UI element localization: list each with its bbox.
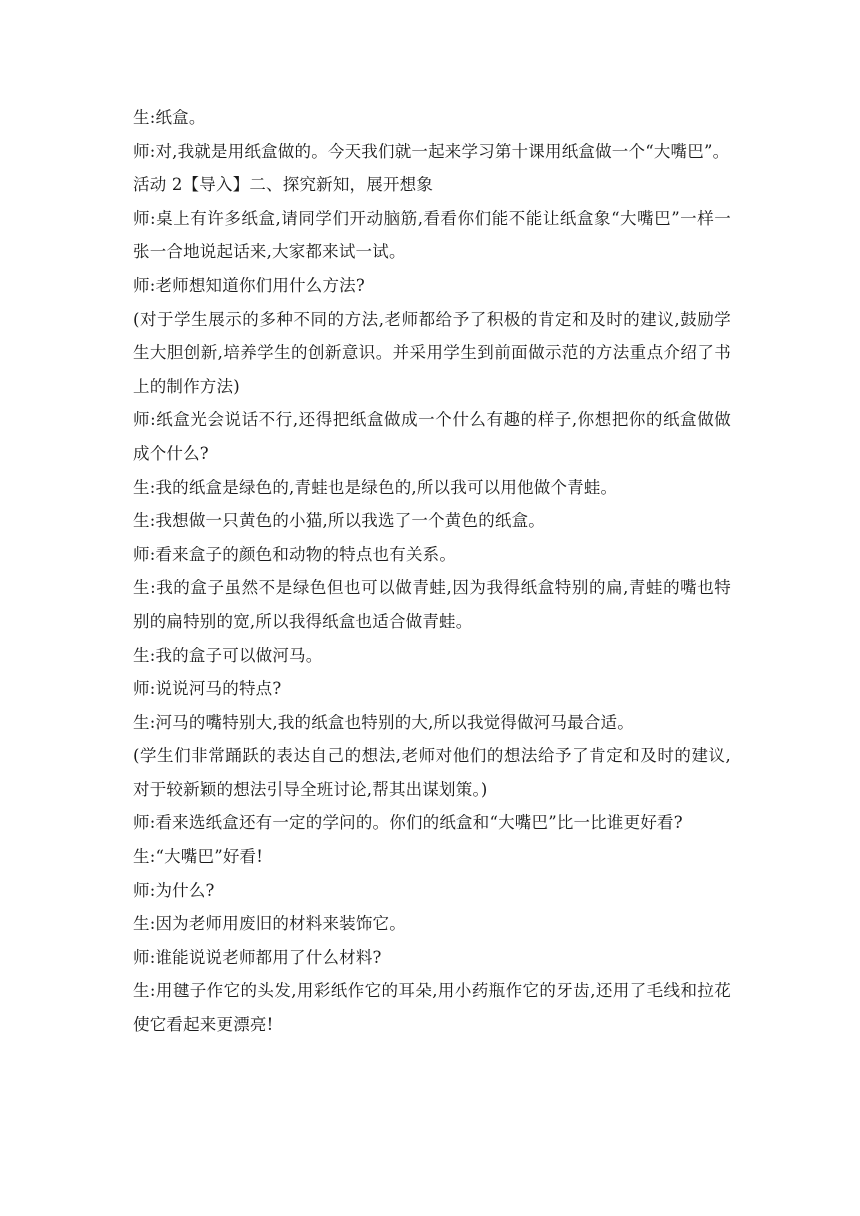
paragraph-2: 师:对,我就是用纸盒做的。今天我们就一起来学习第十课用纸盒做一个“大嘴巴”。 bbox=[133, 141, 730, 161]
paragraph-9: 生:我想做一只黄色的小猫,所以我选了一个黄色的纸盒。 bbox=[133, 511, 546, 531]
paragraph-12: 生:我的盒子可以做河马。 bbox=[133, 645, 323, 665]
paragraph-7: 师:纸盒光会说话不行,还得把纸盒做成一个什么有趣的样子,你想把你的纸盒做做成个什么? bbox=[133, 410, 731, 463]
section-heading: 活动 2【导入】二、探究新知，展开想象 bbox=[133, 175, 434, 195]
paragraph-18: 师:为什么? bbox=[133, 880, 215, 900]
paragraph-21: 生:用毽子作它的头发,用彩纸作它的耳朵,用小药瓶作它的牙齿,还用了毛线和拉花使它看起来更漂亮! bbox=[133, 981, 731, 1035]
document-body bbox=[133, 101, 731, 1042]
paragraph-6: (对于学生展示的多种不同的方法,老师都给予了积极的肯定和及时的建议,鼓励学生大胆创新,培养学生的创新意识。并采用学生到前面做示范的方法重点介绍了书上的制作方法) bbox=[133, 309, 731, 396]
paragraph-19: 生:因为老师用废旧的材料来装饰它。 bbox=[133, 914, 406, 934]
paragraph-1: 生:纸盒。 bbox=[133, 108, 206, 127]
paragraph-13: 师:说说河马的特点? bbox=[133, 679, 282, 699]
paragraph-14: 生:河马的嘴特别大,我的纸盒也特别的大,所以我觉得做河马最合适。 bbox=[133, 712, 634, 732]
paragraph-5: 师:老师想知道你们用什么方法? bbox=[133, 275, 365, 295]
paragraph-20: 师:谁能说说老师都用了什么材料? bbox=[133, 947, 382, 967]
paragraph-8: 生:我的纸盒是绿色的,青蛙也是绿色的,所以我可以用他做个青蛙。 bbox=[133, 477, 618, 497]
paragraph-16: 师:看来选纸盒还有一定的学问的。你们的纸盒和“大嘴巴”比一比谁更好看? bbox=[133, 813, 683, 833]
paragraph-15: (学生们非常踊跃的表达自己的想法,老师对他们的想法给予了肯定和及时的建议,对于较新颖的想法引导全班讨论,帮其出谋划策。) bbox=[133, 746, 731, 799]
paragraph-4: 师:桌上有许多纸盒,请同学们开动脑筋,看看你们能不能让纸盒象“大嘴巴”一样一张一合地说起话来,大家都来试一试。 bbox=[133, 208, 731, 262]
paragraph-11: 生:我的盒子虽然不是绿色但也可以做青蛙,因为我得纸盒特别的扁,青蛙的嘴也特别的扁特别的宽,所以我得纸盒也适合做青蛙。 bbox=[133, 578, 731, 631]
paragraph-10: 师:看来盒子的颜色和动物的特点也有关系。 bbox=[133, 544, 457, 564]
paragraph-17: 生:“大嘴巴”好看! bbox=[133, 847, 264, 867]
